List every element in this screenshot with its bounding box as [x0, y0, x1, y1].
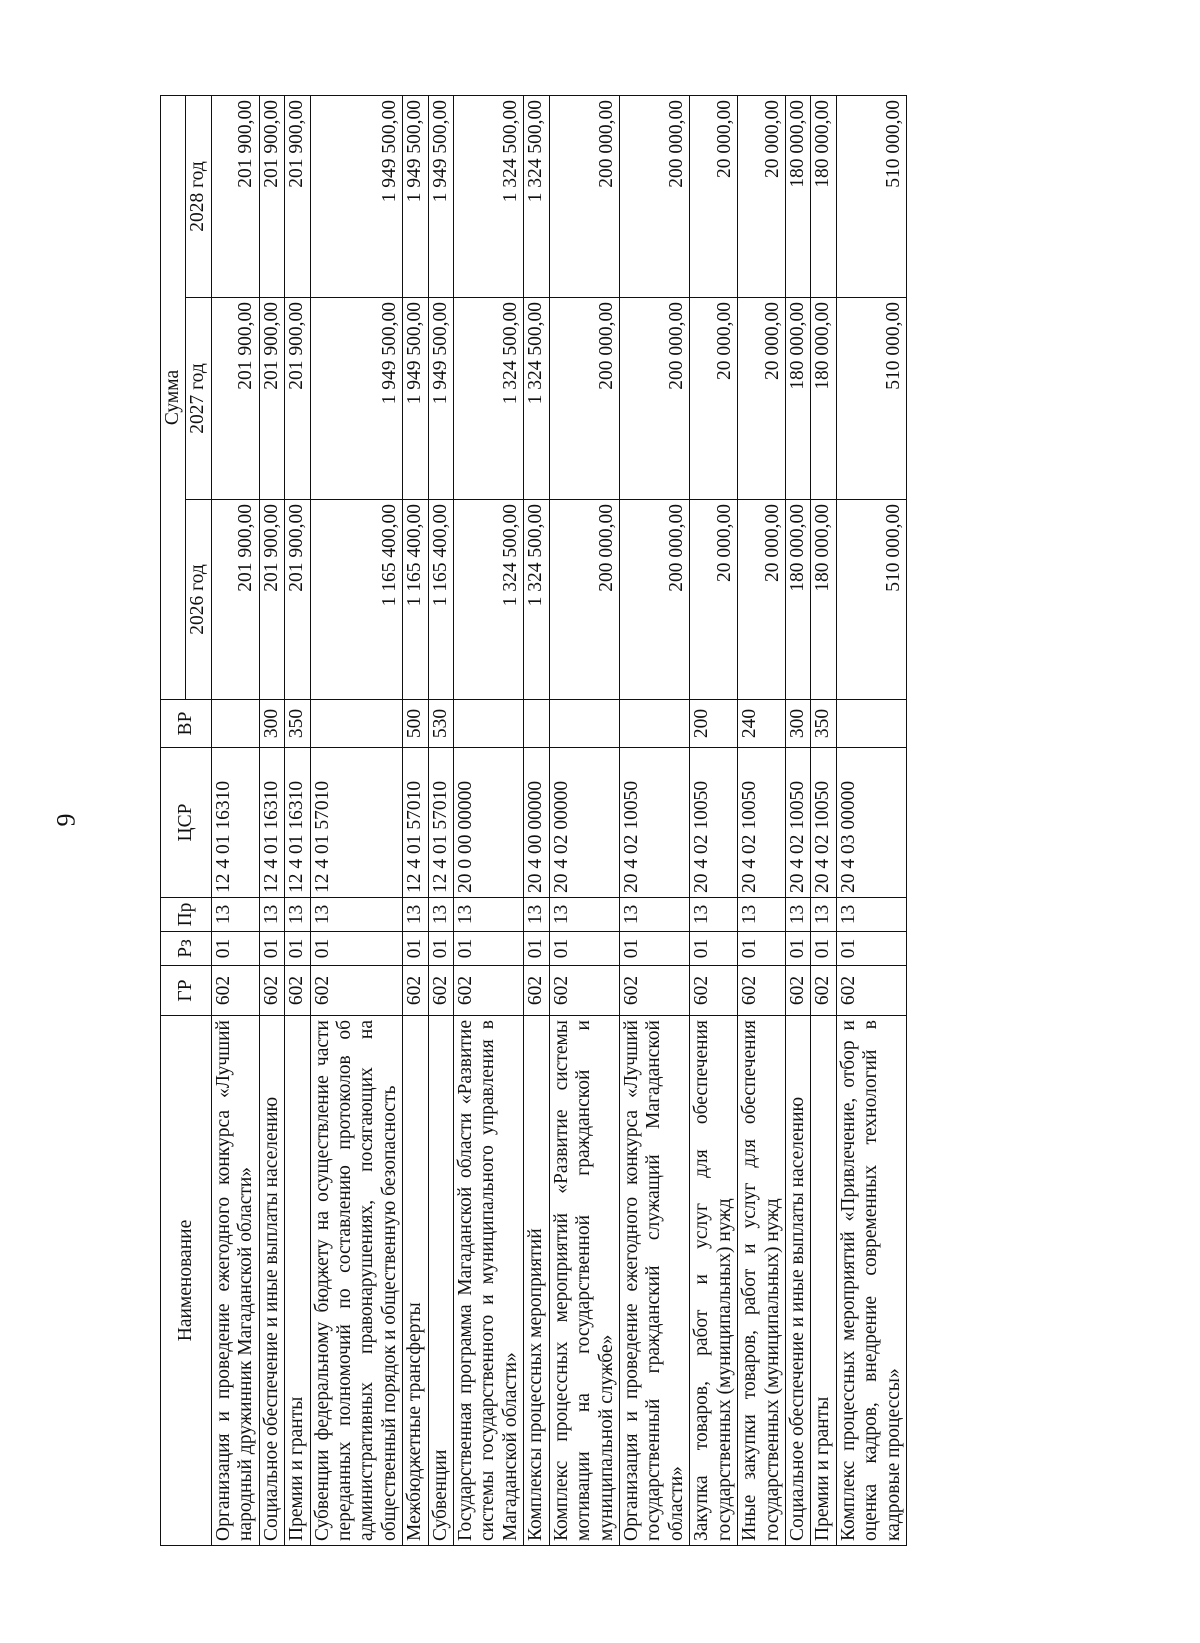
- row-name: Закупка товаров, работ и услуг для обеспечения государственных (муниципальных) нужд: [690, 1016, 738, 1546]
- row-csr: 12 4 01 16310: [211, 748, 259, 898]
- row-csr: 20 0 00 00000: [454, 748, 524, 898]
- row-sum-2028: 200 000,00: [549, 96, 619, 298]
- row-gr: 602: [285, 966, 310, 1016]
- row-csr: 20 4 02 10050: [620, 748, 690, 898]
- row-csr: 12 4 01 16310: [259, 748, 284, 898]
- row-sum-2028: 1 949 500,00: [310, 96, 403, 298]
- row-rz: 01: [428, 932, 453, 966]
- row-sum-2028: 180 000,00: [811, 96, 836, 298]
- row-name: Субвенции федеральному бюджету на осуществление части переданных полномочий по составлению протоколов об административных правонарушениях, посягающих на общественный порядок и общественную безопасность: [310, 1016, 403, 1546]
- row-rz: 01: [549, 932, 619, 966]
- row-sum-2027: 20 000,00: [690, 298, 738, 500]
- header-2027: 2027 год: [186, 298, 211, 500]
- row-pr: 13: [259, 898, 284, 932]
- row-gr: 602: [428, 966, 453, 1016]
- row-sum-2028: 20 000,00: [738, 96, 786, 298]
- row-pr: 13: [620, 898, 690, 932]
- row-gr: 602: [836, 966, 906, 1016]
- table-row: [785, 96, 810, 1546]
- row-sum-2027: 510 000,00: [836, 298, 906, 500]
- row-sum-2027: 201 900,00: [259, 298, 284, 500]
- row-sum-2026: 201 900,00: [285, 500, 310, 700]
- row-sum-2026: 201 900,00: [259, 500, 284, 700]
- row-vr: 530: [428, 700, 453, 748]
- row-sum-2028: 20 000,00: [690, 96, 738, 298]
- rotated-table-container: [160, 96, 1100, 1546]
- table-row: [310, 96, 403, 1546]
- row-name: Межбюджетные трансферты: [403, 1016, 428, 1546]
- table-body: [211, 96, 906, 1546]
- row-pr: 13: [690, 898, 738, 932]
- row-sum-2026: 200 000,00: [620, 500, 690, 700]
- row-csr: 20 4 02 10050: [738, 748, 786, 898]
- row-vr: 200: [690, 700, 738, 748]
- budget-table: [160, 95, 907, 1546]
- row-sum-2028: 1 324 500,00: [454, 96, 524, 298]
- row-rz: 01: [403, 932, 428, 966]
- row-pr: 13: [428, 898, 453, 932]
- row-sum-2027: 200 000,00: [549, 298, 619, 500]
- row-rz: 01: [285, 932, 310, 966]
- row-pr: 13: [211, 898, 259, 932]
- row-gr: 602: [549, 966, 619, 1016]
- row-pr: 13: [549, 898, 619, 932]
- row-sum-2026: 1 324 500,00: [454, 500, 524, 700]
- row-rz: 01: [310, 932, 403, 966]
- row-gr: 602: [620, 966, 690, 1016]
- row-sum-2027: 200 000,00: [620, 298, 690, 500]
- row-pr: 13: [524, 898, 549, 932]
- header-vr: ВР: [161, 700, 212, 748]
- header-gr: ГР: [161, 966, 212, 1016]
- row-name: Премии и гранты: [811, 1016, 836, 1546]
- row-rz: 01: [738, 932, 786, 966]
- header-sum: Сумма: [161, 96, 186, 700]
- row-vr: [549, 700, 619, 748]
- row-sum-2027: 1 324 500,00: [454, 298, 524, 500]
- header-2028: 2028 год: [186, 96, 211, 298]
- row-pr: 13: [785, 898, 810, 932]
- row-rz: 01: [785, 932, 810, 966]
- table-row: [811, 96, 836, 1546]
- row-rz: 01: [620, 932, 690, 966]
- row-csr: 12 4 01 57010: [310, 748, 403, 898]
- row-gr: 602: [454, 966, 524, 1016]
- header-2026: 2026 год: [186, 500, 211, 700]
- row-gr: 602: [811, 966, 836, 1016]
- row-pr: 13: [836, 898, 906, 932]
- row-sum-2028: 201 900,00: [211, 96, 259, 298]
- row-sum-2027: 180 000,00: [811, 298, 836, 500]
- row-csr: 12 4 01 57010: [428, 748, 453, 898]
- row-name: Социальное обеспечение и иные выплаты населению: [259, 1016, 284, 1546]
- row-csr: 12 4 01 57010: [403, 748, 428, 898]
- row-sum-2028: 201 900,00: [285, 96, 310, 298]
- row-csr: 20 4 02 00000: [549, 748, 619, 898]
- row-vr: 240: [738, 700, 786, 748]
- row-pr: 13: [454, 898, 524, 932]
- header-name: Наименование: [161, 1016, 212, 1546]
- row-csr: 20 4 02 10050: [690, 748, 738, 898]
- row-csr: 20 4 02 10050: [785, 748, 810, 898]
- row-csr: 20 4 00 00000: [524, 748, 549, 898]
- row-vr: [454, 700, 524, 748]
- table-row: [454, 96, 524, 1546]
- table-row: [428, 96, 453, 1546]
- row-sum-2026: 180 000,00: [811, 500, 836, 700]
- row-pr: 13: [285, 898, 310, 932]
- header-rz: Рз: [161, 932, 212, 966]
- row-gr: 602: [211, 966, 259, 1016]
- row-sum-2027: 20 000,00: [738, 298, 786, 500]
- row-vr: [310, 700, 403, 748]
- row-name: Комплекс процессных мероприятий «Привлечение, отбор и оценка кадров, внедрение современных технологий в кадровые процессы»: [836, 1016, 906, 1546]
- row-sum-2026: 510 000,00: [836, 500, 906, 700]
- row-sum-2028: 201 900,00: [259, 96, 284, 298]
- table-row: [549, 96, 619, 1546]
- row-gr: 602: [403, 966, 428, 1016]
- row-sum-2027: 1 949 500,00: [310, 298, 403, 500]
- row-gr: 602: [690, 966, 738, 1016]
- table-row: [836, 96, 906, 1546]
- row-vr: 350: [285, 700, 310, 748]
- row-name: Государственная программа Магаданской области «Развитие системы государственного и муниципального управления в Магаданской области»: [454, 1016, 524, 1546]
- table-row: [524, 96, 549, 1546]
- row-pr: 13: [403, 898, 428, 932]
- header-row-1: [161, 96, 186, 1546]
- row-sum-2026: 200 000,00: [549, 500, 619, 700]
- row-sum-2028: 510 000,00: [836, 96, 906, 298]
- row-gr: 602: [785, 966, 810, 1016]
- row-gr: 602: [524, 966, 549, 1016]
- row-pr: 13: [738, 898, 786, 932]
- row-sum-2027: 1 324 500,00: [524, 298, 549, 500]
- row-name: Организация и проведение ежегодного конкурса «Лучший народный дружинник Магаданской области»: [211, 1016, 259, 1546]
- table-row: [285, 96, 310, 1546]
- row-name: Иные закупки товаров, работ и услуг для обеспечения государственных (муниципальных) нужд: [738, 1016, 786, 1546]
- row-sum-2027: 1 949 500,00: [403, 298, 428, 500]
- row-vr: [524, 700, 549, 748]
- row-name: Комплексы процессных мероприятий: [524, 1016, 549, 1546]
- row-sum-2026: 180 000,00: [785, 500, 810, 700]
- row-name: Организация и проведение ежегодного конкурса «Лучший государственный гражданский служащий Магаданской области»: [620, 1016, 690, 1546]
- row-name: Премии и гранты: [285, 1016, 310, 1546]
- row-pr: 13: [310, 898, 403, 932]
- row-sum-2026: 1 165 400,00: [310, 500, 403, 700]
- row-rz: 01: [211, 932, 259, 966]
- table-row: [738, 96, 786, 1546]
- row-csr: 20 4 02 10050: [811, 748, 836, 898]
- row-sum-2027: 201 900,00: [285, 298, 310, 500]
- row-sum-2026: 20 000,00: [690, 500, 738, 700]
- row-vr: 350: [811, 700, 836, 748]
- row-sum-2028: 200 000,00: [620, 96, 690, 298]
- row-sum-2028: 1 949 500,00: [428, 96, 453, 298]
- row-gr: 602: [738, 966, 786, 1016]
- row-gr: 602: [259, 966, 284, 1016]
- row-gr: 602: [310, 966, 403, 1016]
- row-sum-2027: 1 949 500,00: [428, 298, 453, 500]
- row-sum-2027: 201 900,00: [211, 298, 259, 500]
- row-vr: 300: [259, 700, 284, 748]
- row-sum-2026: 1 324 500,00: [524, 500, 549, 700]
- row-vr: [620, 700, 690, 748]
- row-pr: 13: [811, 898, 836, 932]
- table-row: [211, 96, 259, 1546]
- row-vr: [836, 700, 906, 748]
- row-vr: [211, 700, 259, 748]
- row-name: Субвенции: [428, 1016, 453, 1546]
- row-rz: 01: [524, 932, 549, 966]
- row-sum-2028: 180 000,00: [785, 96, 810, 298]
- row-rz: 01: [811, 932, 836, 966]
- row-csr: 12 4 01 16310: [285, 748, 310, 898]
- row-sum-2028: 1 949 500,00: [403, 96, 428, 298]
- row-sum-2026: 20 000,00: [738, 500, 786, 700]
- row-name: Социальное обеспечение и иные выплаты населению: [785, 1016, 810, 1546]
- header-pr: Пр: [161, 898, 212, 932]
- row-rz: 01: [259, 932, 284, 966]
- row-csr: 20 4 03 00000: [836, 748, 906, 898]
- header-csr: ЦСР: [161, 748, 212, 898]
- row-name: Комплекс процессных мероприятий «Развитие системы мотивации на государственной гражданской и муниципальной службе»: [549, 1016, 619, 1546]
- table-row: [690, 96, 738, 1546]
- row-sum-2026: 1 165 400,00: [428, 500, 453, 700]
- row-sum-2028: 1 324 500,00: [524, 96, 549, 298]
- row-rz: 01: [836, 932, 906, 966]
- page-number: 9: [51, 813, 81, 827]
- row-vr: 500: [403, 700, 428, 748]
- row-vr: 300: [785, 700, 810, 748]
- row-rz: 01: [690, 932, 738, 966]
- table-row: [403, 96, 428, 1546]
- row-sum-2026: 1 165 400,00: [403, 500, 428, 700]
- row-rz: 01: [454, 932, 524, 966]
- row-sum-2027: 180 000,00: [785, 298, 810, 500]
- table-row: [259, 96, 284, 1546]
- row-sum-2026: 201 900,00: [211, 500, 259, 700]
- table-row: [620, 96, 690, 1546]
